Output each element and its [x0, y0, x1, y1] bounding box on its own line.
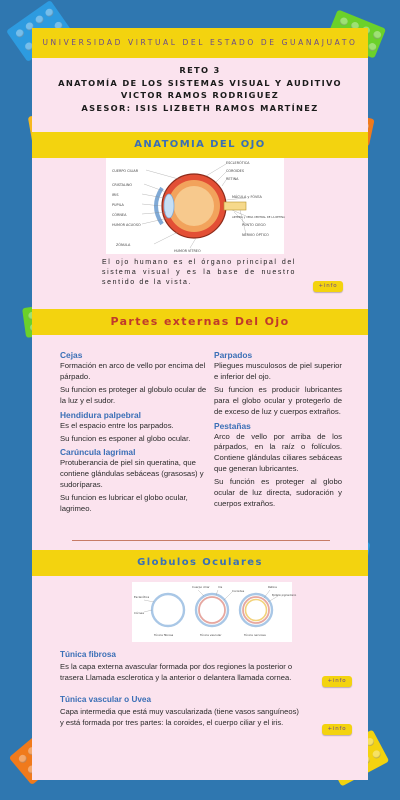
heading-tunica-fibrosa: Túnica fibrosa — [60, 650, 116, 659]
tunica-fibrosa-block — [60, 649, 352, 683]
label-macula-fovea: MÁCULA y FÓVEA — [232, 195, 262, 199]
label-cuerpo-ciliar-small: Cuerpo ciliar — [192, 585, 210, 589]
heading-cejas: Cejas — [60, 350, 83, 360]
label-cristalino: CRISTALINO — [112, 183, 133, 187]
header-author: VICTOR RAMOS RODRIGUEZ — [120, 90, 280, 100]
parpados-function: Su funcion es producir lubricantes para el globo ocular y protegerlo de de exceso de luz y cuerpos extraños. — [214, 384, 342, 416]
label-coroides-small: Coroides — [232, 589, 245, 593]
pestanas-description: Arco de vello por arriba de los párpados, en la raíz o folículos. Contiene glándulas ciliares sebáceas que generan lubricantes. — [214, 431, 342, 474]
external-parts-right-column — [214, 349, 342, 512]
info-button-anatomia[interactable]: +info — [313, 281, 343, 292]
tunica-fibrosa-text: Es la capa externa avascular formada por dos regiones la posterior o trasera Llamada esclerotica y la anterior o delantera llamada cornea. — [60, 662, 293, 682]
caruncula-function: Su funcion es lubricar el globo ocular, lagrimeo. — [60, 493, 188, 514]
label-zonula: ZÓNULA — [116, 243, 131, 247]
document-header — [32, 64, 368, 114]
label-tunica-vascular: Túnica vascular — [200, 633, 222, 637]
label-cuerpo-ciliar: CUERPO CILIAR — [112, 169, 139, 173]
label-tunica-nerviosa: Túnica nerviosa — [244, 633, 266, 637]
info-button-fibrosa[interactable]: +info — [322, 676, 352, 687]
infographic-page — [32, 28, 368, 780]
label-cornea: CÓRNEA — [112, 213, 127, 217]
section-band-globulos — [32, 550, 368, 576]
label-humor-acuoso: HUMOR ACUOSO — [112, 223, 141, 227]
hendidura-description: Es el espacio entre los parpados. — [60, 420, 174, 430]
label-retina: RETINA — [226, 177, 239, 181]
header-title: RETO 3 — [179, 65, 221, 75]
pestanas-function: Su función es proteger al globo ocular de luz directa, sudoración y cuerpos extraños. — [214, 477, 342, 508]
external-parts-left-column — [60, 349, 208, 517]
heading-parpados: Parpados — [214, 350, 253, 360]
cejas-description: Formación en arco de vello por encima del párpado. — [60, 361, 206, 381]
label-epitelio-small: Epitelio pigmentario — [272, 594, 297, 597]
label-esclerotica: ESCLERÓTICA — [226, 161, 250, 165]
cejas-function: Su funcion es proteger al globulo ocular de la luz y el sudor. — [60, 384, 207, 405]
parpados-description: Pliegues musculosos de piel superior e inferior del ojo. — [214, 361, 342, 381]
heading-tunica-vascular: Túnica vascular o Uvea — [60, 695, 152, 704]
label-esclerotica-small: Esclerótica — [134, 595, 150, 599]
university-name: UNIVERSIDAD VIRTUAL DEL ESTADO DE GUANAJUATO — [42, 38, 358, 47]
header-subject: ANATOMÍA DE LOS SISTEMAS VISUAL Y AUDITIVO — [58, 77, 342, 88]
label-iris: IRIS — [112, 193, 119, 197]
section-band-anatomia — [32, 132, 368, 158]
caruncula-description: Protuberancia de piel sin queratina, que contiene glándulas sebáceas (grasosas) y sudoríparas. — [60, 458, 204, 490]
label-coroides: COROIDES — [226, 169, 244, 173]
label-arteria-vena: ARTERIA y VENA CENTRAL DE LA RETINA — [232, 216, 285, 219]
heading-pestanas: Pestañas — [214, 420, 251, 431]
label-retina-small: Retina — [268, 585, 277, 589]
heading-caruncula-lagrimal: Carúncula lagrimal — [60, 447, 136, 458]
ocular-tunics-image — [132, 582, 297, 642]
section-divider — [72, 540, 330, 541]
university-banner — [32, 28, 368, 58]
tunica-vascular-text: Capa intermedia que está muy vascularizada (tiene vasos sanguíneos) y está formada por tres partes: la coroides, el cuerpo ciliar y el iris. — [60, 707, 299, 727]
label-iris-small: Iris — [218, 585, 223, 589]
hendidura-function: Su funcion es esponer al globo ocular. — [60, 433, 191, 443]
heading-hendidura-palpebral: Hendidura palpebral — [60, 409, 141, 420]
label-tunica-fibrosa: Túnica fibrosa — [154, 633, 174, 637]
section-band-partes-externas — [32, 309, 368, 335]
section-title-anatomia: ANATOMIA DEL OJO — [134, 139, 266, 150]
label-cornea-small: Córnea — [134, 611, 144, 615]
section-title-globulos: Globulos Oculares — [137, 557, 263, 568]
info-button-vascular[interactable]: +info — [322, 724, 352, 735]
section-title-partes-externas: Partes externas Del Ojo — [110, 315, 290, 328]
label-pupila: PUPILA — [112, 203, 124, 207]
header-advisor: ASESOR: ISIS LIZBETH RAMOS MARTÍNEZ — [81, 102, 319, 113]
label-humor-vitreo: HUMOR VÍTREO — [174, 249, 201, 253]
eye-description: El ojo humano es el órgano principal del sistema visual y es la base de nuestro sentido de la vista. — [102, 259, 296, 286]
tunica-vascular-block — [60, 694, 352, 728]
eye-anatomy-image — [106, 158, 284, 254]
label-nervio-optico: NERVIO ÓPTICO — [242, 233, 269, 237]
label-punto-ciego: PUNTO CIEGO — [242, 223, 266, 227]
